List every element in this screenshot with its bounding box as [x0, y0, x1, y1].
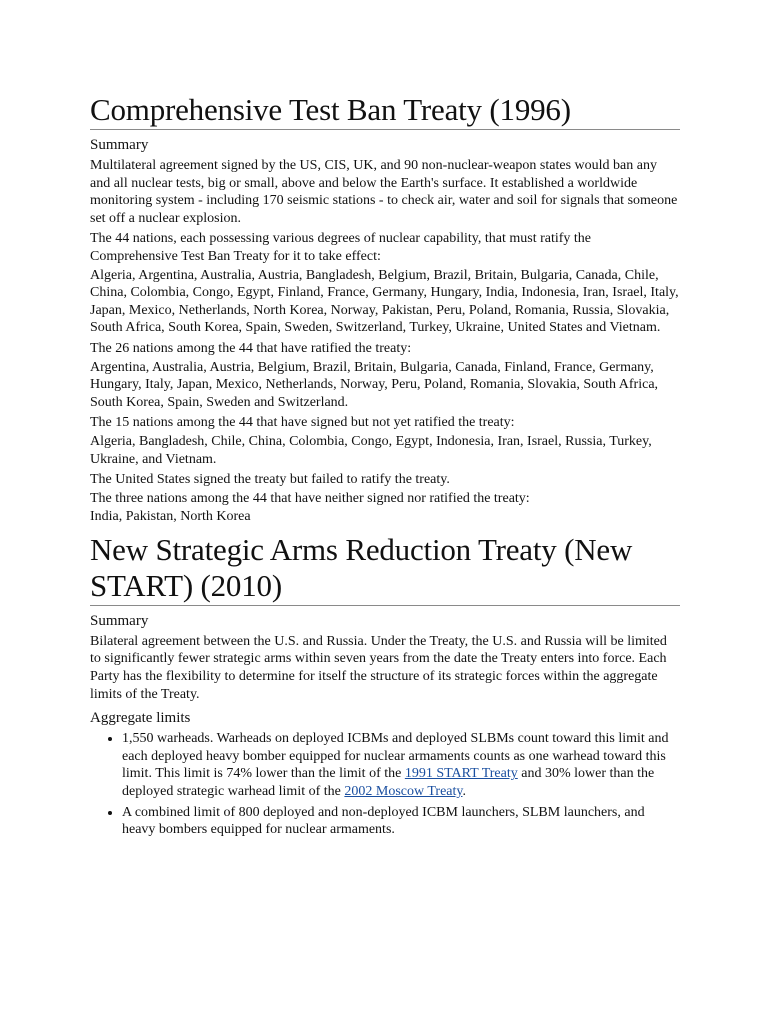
neither-list: India, Pakistan, North Korea: [90, 509, 251, 525]
bullet-text: and 30% lower than the deployed strategic warhead limit of the: [122, 766, 655, 800]
section-title-new-start: New Strategic Arms Reduction Treaty (New START) (2010): [90, 532, 680, 606]
new-start-summary-paragraph: Bilateral agreement between the U.S. and Russia. Under the Treaty, the U.S. and Russia will be limited to significantly fewer strategic arms within seven years from the date the Treaty enters into force. Each Party has the flexibility to determine for itself the structure of its strategic forces within the aggregate limits of the Treaty.: [90, 633, 667, 702]
signed-list: Algeria, Bangladesh, Chile, China, Colombia, Congo, Egypt, Indonesia, Iran, Israel, Russia, Turkey, Ukraine, and Vietnam.: [90, 433, 652, 467]
list-item: [122, 730, 680, 800]
bullet-text: 1,550 warheads. Warheads on deployed ICBMs and deployed SLBMs count toward this limit and each deployed heavy bomber equipped for nuclear armaments counts as one warhead toward this limit. This limit is 74% lower than the limit of the: [122, 731, 669, 782]
start-1991-link[interactable]: 1991 START Treaty: [404, 766, 518, 782]
section-title-ctbt: Comprehensive Test Ban Treaty (1996): [90, 92, 680, 130]
nations44-intro: The 44 nations, each possessing various degrees of nuclear capability, that must ratify the Comprehensive Test Ban Treaty for it to take effect:: [90, 231, 591, 264]
nations44-list: Algeria, Argentina, Australia, Austria, Bangladesh, Belgium, Brazil, Britain, Bulgaria, Canada, Chile, China, Colombia, Congo, Egypt, Finland, France, Germany, Hungary, India, Indonesia, Iran, Israel, Italy, Japan, Mexico, Netherlands, North Korea, Norway, Pakistan, Peru, Poland, Romania, Russia, Slovakia, South Africa, South Korea, Spain, Sweden, Switzerland, Turkey, Ukraine, United States and Vietnam.: [90, 267, 679, 336]
bullet-text: .: [462, 784, 466, 800]
list-item: • A combined limit of 800 deployed and non-deployed ICBM launchers, SLBM launchers, and heavy bombers equipped for nuclear armaments.: [122, 804, 680, 839]
ratified-list: Argentina, Australia, Austria, Belgium, Brazil, Britain, Bulgaria, Canada, Finland, France, Germany, Hungary, Italy, Japan, Mexico, Netherlands, Norway, Peru, Poland, Romania, Slovakia, South Africa, South Korea, Spain, Sweden and Switzerland.: [90, 359, 659, 410]
summary-heading: Summary: [90, 137, 149, 153]
neither-intro: The three nations among the 44 that have neither signed nor ratified the treaty:: [90, 490, 530, 506]
ctbt-summary-paragraph: Multilateral agreement signed by the US, CIS, UK, and 90 non-nuclear-weapon states would ban any and all nuclear tests, big or small, above and below the Earth's surface. It established a worldwide monitoring system - including 170 seismic stations - to check air, water and soil for signals that someone set off a nuclear explosion.: [90, 158, 678, 226]
summary-heading: Summary: [90, 612, 149, 629]
signed-intro: The 15 nations among the 44 that have signed but not yet ratified the treaty:: [90, 415, 515, 431]
ratified-intro: The 26 nations among the 44 that have ratified the treaty:: [90, 340, 412, 356]
us-note: The United States signed the treaty but failed to ratify the treaty.: [90, 472, 450, 488]
aggregate-limits-heading: Aggregate limits: [90, 710, 191, 727]
aggregate-limits-list: [90, 730, 680, 839]
moscow-2002-link[interactable]: 2002 Moscow Treaty: [344, 784, 463, 800]
document-content: [90, 92, 680, 842]
